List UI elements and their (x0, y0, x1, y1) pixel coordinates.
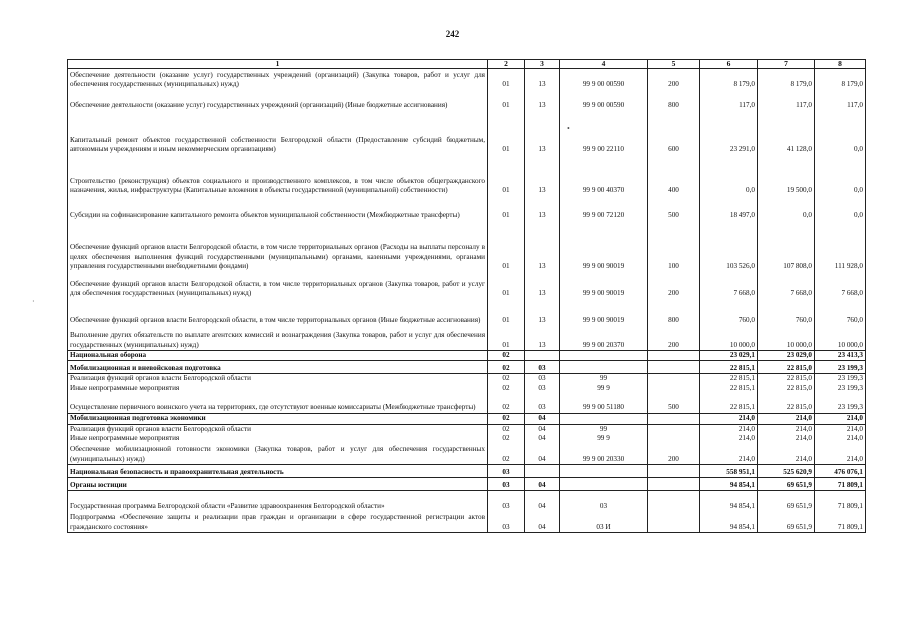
row-amount-col6: 22 815,1 (700, 361, 758, 374)
row-subsection-code: 03 (525, 393, 560, 413)
header-row (68, 60, 866, 69)
table-row (68, 512, 866, 533)
column-header: 2 (488, 60, 525, 69)
row-section-code: 02 (488, 351, 525, 361)
row-subsection-code: 13 (525, 272, 560, 299)
row-section-code: 01 (488, 90, 525, 111)
row-amount-col8: 0,0 (815, 196, 866, 221)
table-row (68, 299, 866, 326)
row-expense-type: 800 (648, 90, 700, 111)
row-section-code: 01 (488, 155, 525, 196)
row-description: Национальная оборона (68, 351, 488, 361)
row-amount-col7: 117,0 (758, 90, 815, 111)
row-amount-col6: 214,0 (700, 444, 758, 465)
row-amount-col8: 8 179,0 (815, 69, 866, 90)
row-section-code: 01 (488, 221, 525, 272)
row-description: Иные непрограммные мероприятия (68, 384, 488, 393)
row-amount-col8: 214,0 (815, 444, 866, 465)
row-subsection-code: 04 (525, 444, 560, 465)
row-expense-type (648, 361, 700, 374)
row-amount-col6: 0,0 (700, 155, 758, 196)
row-section-code: 01 (488, 272, 525, 299)
row-amount-col8: 7 668,0 (815, 272, 866, 299)
row-description: Обеспечение функций органов власти Белгородской области, в том числе территориальных органов (Иные бюджетные ассигнования) (68, 299, 488, 326)
row-target-article (560, 465, 648, 478)
row-amount-col8: 214,0 (815, 434, 866, 443)
row-amount-col8: 71 809,1 (815, 512, 866, 533)
row-description: Капитальный ремонт объектов государственной собственности Белгородской области (Предоставление субсидий бюджетным, автономным учреждениям и иным некоммерческим организациям) (68, 111, 488, 155)
row-target-article: 99 (560, 374, 648, 384)
row-description: Выполнение других обязательств по выплате агентских комиссий и вознаграждения (Закупка товаров, работ и услуг для обеспечения государственных (муниципальных) нужд) (68, 326, 488, 351)
row-description: Обеспечение функций органов власти Белгородской области, в том числе территориальных органов (Закупка товаров, работ и услуг для обеспечения государственных (муниципальных) нужд) (68, 272, 488, 299)
row-expense-type: 200 (648, 272, 700, 299)
row-target-article (560, 478, 648, 491)
row-subsection-code: 03 (525, 374, 560, 384)
row-description: Осуществление первичного воинского учета на территориях, где отсутствуют военные комиссариаты (Межбюджетные трансферты) (68, 393, 488, 413)
section-row (68, 351, 866, 361)
row-amount-col7: 19 500,0 (758, 155, 815, 196)
table-row (68, 374, 866, 384)
row-amount-col8: 214,0 (815, 413, 866, 424)
row-target-article: 99 9 00 00590 (560, 90, 648, 111)
row-expense-type (648, 384, 700, 393)
row-amount-col8: 111 928,0 (815, 221, 866, 272)
row-subsection-code: 13 (525, 326, 560, 351)
table-row (68, 434, 866, 443)
row-amount-col7: 22 815,0 (758, 384, 815, 393)
row-target-article (560, 413, 648, 424)
row-section-code: 01 (488, 196, 525, 221)
row-amount-col8: 23 199,3 (815, 393, 866, 413)
row-subsection-code: 13 (525, 111, 560, 155)
row-subsection-code: 03 (525, 384, 560, 393)
table-row (68, 69, 866, 90)
row-amount-col7: 214,0 (758, 434, 815, 443)
row-subsection-code: 04 (525, 478, 560, 491)
row-description: Мобилизационная и вневойсковая подготовка (68, 361, 488, 374)
row-target-article: 99 9 00 90019 (560, 272, 648, 299)
row-amount-col6: 103 526,0 (700, 221, 758, 272)
row-amount-col6: 8 179,0 (700, 69, 758, 90)
table-body (68, 69, 866, 533)
row-amount-col6: 23 029,1 (700, 351, 758, 361)
section-row (68, 413, 866, 424)
row-section-code: 03 (488, 478, 525, 491)
row-section-code: 02 (488, 424, 525, 434)
row-amount-col8: 0,0 (815, 111, 866, 155)
row-description: Реализация функций органов власти Белгородской области (68, 374, 488, 384)
row-amount-col6: 18 497,0 (700, 196, 758, 221)
row-target-article: 03 И (560, 512, 648, 533)
row-amount-col6: 117,0 (700, 90, 758, 111)
row-amount-col7: 69 651,9 (758, 512, 815, 533)
row-description: Органы юстиции (68, 478, 488, 491)
row-amount-col7: 107 808,0 (758, 221, 815, 272)
row-amount-col7: 10 000,0 (758, 326, 815, 351)
row-target-article (560, 351, 648, 361)
row-subsection-code: 13 (525, 90, 560, 111)
row-amount-col7: 69 651,9 (758, 478, 815, 491)
row-amount-col7: 41 128,0 (758, 111, 815, 155)
row-section-code: 02 (488, 444, 525, 465)
table-row (68, 384, 866, 393)
row-target-article: 99 9 00 90019 (560, 299, 648, 326)
row-target-article: 99 (560, 424, 648, 434)
row-amount-col6: 10 000,0 (700, 326, 758, 351)
row-expense-type (648, 434, 700, 443)
row-description: Обеспечение деятельности (оказание услуг) государственных учреждений (организаций) (Закупка товаров, работ и услуг для обеспечения государственных (муниципальных) нужд) (68, 69, 488, 90)
row-expense-type: 200 (648, 444, 700, 465)
row-amount-col6: 7 668,0 (700, 272, 758, 299)
row-section-code: 02 (488, 434, 525, 443)
row-expense-type (648, 424, 700, 434)
row-amount-col8: 23 413,3 (815, 351, 866, 361)
row-amount-col8: 23 199,3 (815, 361, 866, 374)
row-target-article: 99 9 00 90019 (560, 221, 648, 272)
row-target-article (560, 361, 648, 374)
column-header: 5 (648, 60, 700, 69)
row-target-article: 99 9 (560, 384, 648, 393)
row-subsection-code: 03 (525, 361, 560, 374)
row-subsection-code: 04 (525, 512, 560, 533)
row-amount-col6: 94 854,1 (700, 478, 758, 491)
table-row (68, 424, 866, 434)
row-subsection-code (525, 351, 560, 361)
table-row (68, 221, 866, 272)
column-header: 3 (525, 60, 560, 69)
row-expense-type (648, 478, 700, 491)
row-amount-col6: 22 815,1 (700, 393, 758, 413)
row-amount-col7: 214,0 (758, 444, 815, 465)
row-description: Мобилизационная подготовка экономики (68, 413, 488, 424)
row-target-article: 99 9 00 51180 (560, 393, 648, 413)
row-description: Реализация функций органов власти Белгородской области (68, 424, 488, 434)
row-amount-col8: 117,0 (815, 90, 866, 111)
column-header: 1 (68, 60, 488, 69)
table-row (68, 326, 866, 351)
row-amount-col8: 10 000,0 (815, 326, 866, 351)
row-target-article: 99 9 00 72120 (560, 196, 648, 221)
table-row (68, 444, 866, 465)
row-amount-col6: 214,0 (700, 424, 758, 434)
row-amount-col8: 214,0 (815, 424, 866, 434)
row-target-article: 99 9 00 20370 (560, 326, 648, 351)
row-amount-col7: 7 668,0 (758, 272, 815, 299)
row-amount-col6: 94 854,1 (700, 512, 758, 533)
row-expense-type (648, 491, 700, 512)
row-target-article: 99 9 00 22110 (560, 111, 648, 155)
row-section-code: 03 (488, 465, 525, 478)
table-row (68, 155, 866, 196)
row-description: Строительство (реконструкция) объектов социального и производственного комплексов, в том числе объектов общегражданского назначения, жилья, инфраструктуры (Капитальные вложения в объекты государственной (муниципальной) собственности) (68, 155, 488, 196)
row-expense-type: 600 (648, 111, 700, 155)
row-amount-col8: 71 809,1 (815, 478, 866, 491)
row-expense-type: 200 (648, 69, 700, 90)
row-subsection-code (525, 465, 560, 478)
row-subsection-code: 04 (525, 424, 560, 434)
row-description: Обеспечение деятельности (оказание услуг) государственных учреждений (организаций) (Иные бюджетные ассигнования) (68, 90, 488, 111)
table-row (68, 272, 866, 299)
row-expense-type: 500 (648, 393, 700, 413)
row-amount-col7: 23 029,0 (758, 351, 815, 361)
row-description: Национальная безопасность и правоохранительная деятельность (68, 465, 488, 478)
row-amount-col8: 23 199,3 (815, 384, 866, 393)
row-amount-col7: 0,0 (758, 196, 815, 221)
page-number: 242 (445, 29, 460, 39)
row-section-code: 03 (488, 512, 525, 533)
row-amount-col7: 214,0 (758, 424, 815, 434)
row-amount-col6: 214,0 (700, 413, 758, 424)
row-amount-col7: 22 815,0 (758, 374, 815, 384)
row-expense-type: 100 (648, 221, 700, 272)
row-amount-col7: 69 651,9 (758, 491, 815, 512)
row-target-article: 99 9 00 20330 (560, 444, 648, 465)
row-section-code: 01 (488, 326, 525, 351)
row-amount-col6: 94 854,1 (700, 491, 758, 512)
row-amount-col8: 476 076,1 (815, 465, 866, 478)
row-amount-col6: 214,0 (700, 434, 758, 443)
row-section-code: 02 (488, 361, 525, 374)
scan-speck: · (32, 297, 35, 306)
row-amount-col6: 22 815,1 (700, 374, 758, 384)
table-row (68, 196, 866, 221)
row-amount-col6: 22 815,1 (700, 384, 758, 393)
row-target-article: 99 9 (560, 434, 648, 443)
row-subsection-code: 13 (525, 221, 560, 272)
row-amount-col7: 214,0 (758, 413, 815, 424)
row-subsection-code: 13 (525, 196, 560, 221)
row-section-code: 02 (488, 393, 525, 413)
row-amount-col6: 558 951,1 (700, 465, 758, 478)
row-amount-col8: 0,0 (815, 155, 866, 196)
row-expense-type (648, 374, 700, 384)
column-header: 6 (700, 60, 758, 69)
table-row (68, 393, 866, 413)
row-section-code: 02 (488, 384, 525, 393)
row-description: Субсидии на софинансирование капитального ремонта объектов муниципальной собственности (Межбюджетные трансферты) (68, 196, 488, 221)
row-expense-type: 200 (648, 326, 700, 351)
row-amount-col6: 23 291,0 (700, 111, 758, 155)
row-amount-col8: 23 199,3 (815, 374, 866, 384)
column-header: 4 (560, 60, 648, 69)
row-section-code: 03 (488, 491, 525, 512)
row-subsection-code: 13 (525, 69, 560, 90)
table-row (68, 111, 866, 155)
row-description: Подпрограмма «Обеспечение защиты и реализации прав граждан и организации в сфере государственной регистрации актов гражданского состояния» (68, 512, 488, 533)
scan-speck: • (567, 124, 570, 133)
row-amount-col6: 760,0 (700, 299, 758, 326)
row-description: Иные непрограммные мероприятия (68, 434, 488, 443)
section-row (68, 465, 866, 478)
row-amount-col7: 22 815,0 (758, 361, 815, 374)
table-row (68, 491, 866, 512)
row-description: Обеспечение функций органов власти Белгородской области, в том числе территориальных органов (Расходы на выплаты персоналу в целях обеспечения выполнения функций государственными (муниципальными) органами, казенными учреждениями, органами управления государственными внебюджетными фондами) (68, 221, 488, 272)
row-subsection-code: 13 (525, 299, 560, 326)
row-section-code: 02 (488, 374, 525, 384)
row-expense-type: 400 (648, 155, 700, 196)
row-section-code: 01 (488, 299, 525, 326)
row-subsection-code: 04 (525, 491, 560, 512)
row-expense-type: 800 (648, 299, 700, 326)
row-amount-col7: 525 620,9 (758, 465, 815, 478)
row-amount-col7: 8 179,0 (758, 69, 815, 90)
section-row (68, 361, 866, 374)
row-amount-col7: 760,0 (758, 299, 815, 326)
row-expense-type: 500 (648, 196, 700, 221)
row-subsection-code: 13 (525, 155, 560, 196)
row-target-article: 99 9 00 40370 (560, 155, 648, 196)
row-section-code: 01 (488, 69, 525, 90)
column-header: 8 (815, 60, 866, 69)
row-expense-type (648, 512, 700, 533)
row-section-code: 02 (488, 413, 525, 424)
row-amount-col7: 22 815,0 (758, 393, 815, 413)
row-amount-col8: 71 809,1 (815, 491, 866, 512)
section-row (68, 478, 866, 491)
column-header: 7 (758, 60, 815, 69)
row-amount-col8: 760,0 (815, 299, 866, 326)
budget-table (67, 59, 866, 533)
row-description: Государственная программа Белгородской области «Развитие здравоохранения Белгородской области» (68, 491, 488, 512)
row-target-article: 99 9 00 00590 (560, 69, 648, 90)
row-subsection-code: 04 (525, 413, 560, 424)
row-subsection-code: 04 (525, 434, 560, 443)
row-description: Обеспечение мобилизационной готовности экономики (Закупка товаров, работ и услуг для обеспечения государственных (муниципальных) нужд) (68, 444, 488, 465)
row-expense-type (648, 351, 700, 361)
row-target-article: 03 (560, 491, 648, 512)
row-section-code: 01 (488, 111, 525, 155)
row-expense-type (648, 413, 700, 424)
row-expense-type (648, 465, 700, 478)
table-row (68, 90, 866, 111)
